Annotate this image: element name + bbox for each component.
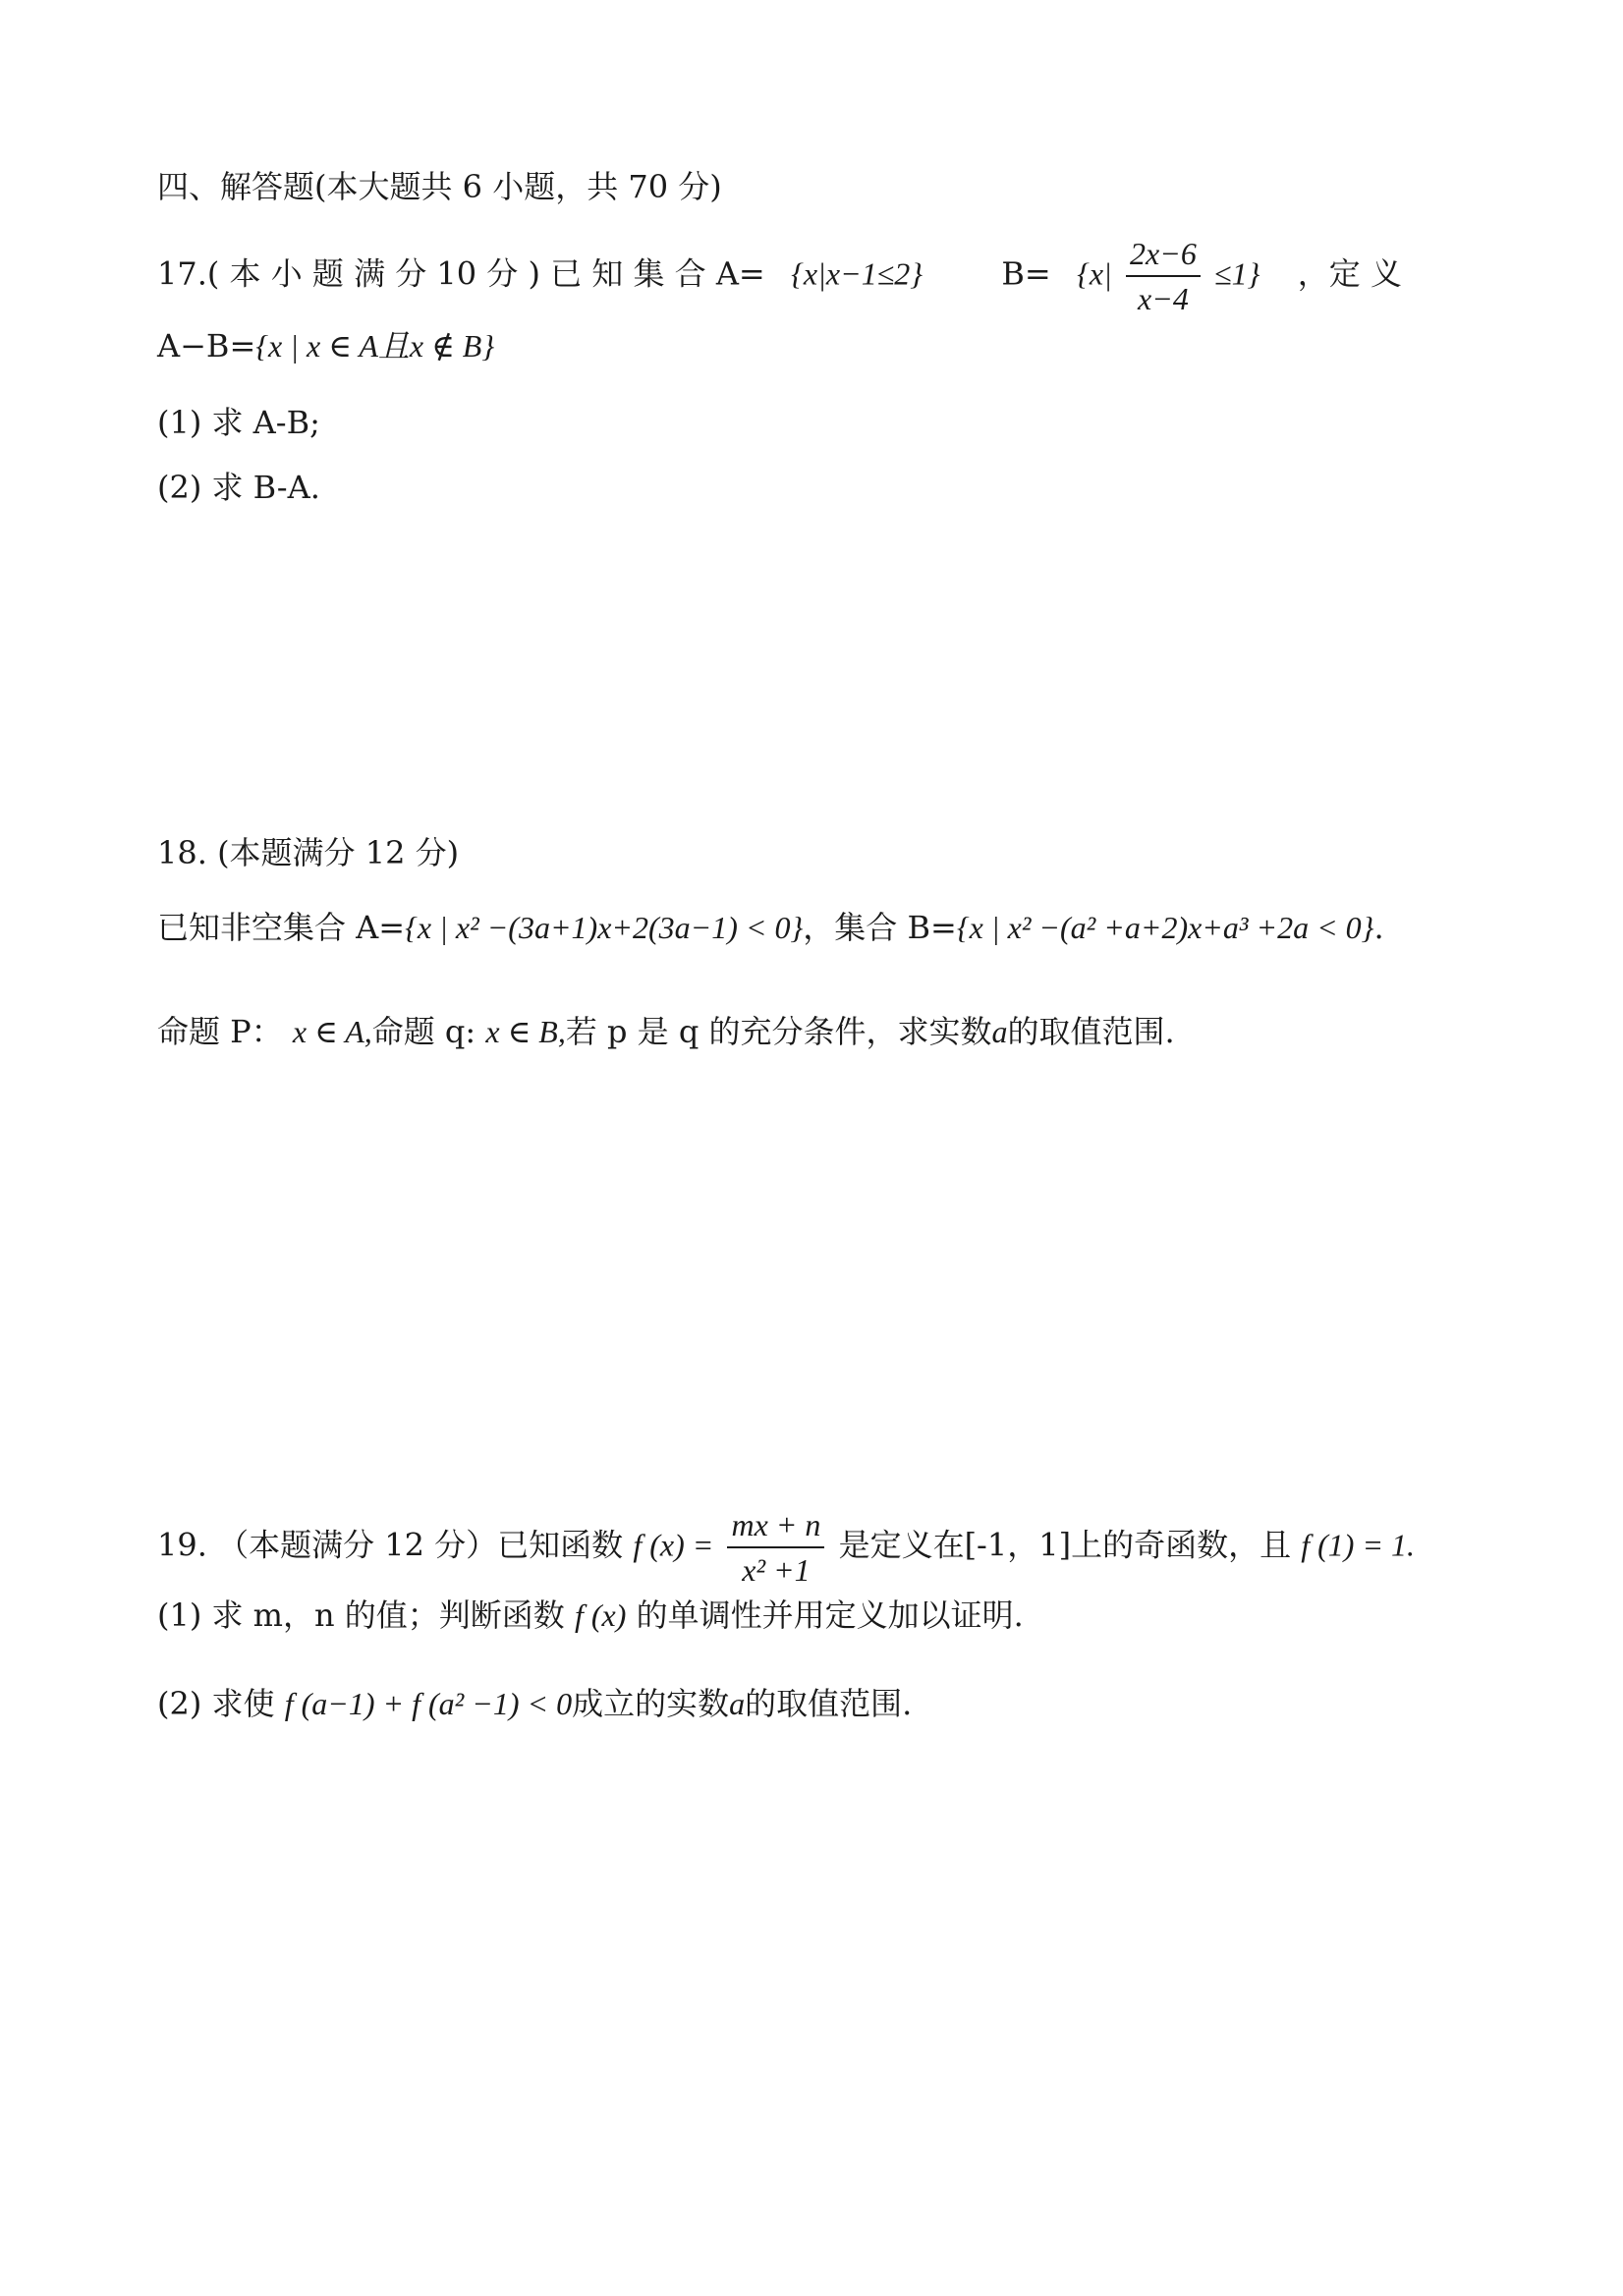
- q18-l1-end: .: [1373, 909, 1384, 946]
- section-title: [157, 167, 722, 206]
- q19-f-fraction: [727, 1503, 824, 1592]
- q17-tail: ，定 义: [1297, 254, 1402, 293]
- q18-var-a: a: [991, 1014, 1008, 1049]
- q19-part1-pre: (1) 求 m，n 的值；判断函数: [157, 1596, 565, 1634]
- q19-part2-expr: f (a−1) + f (a² −1) < 0: [284, 1686, 573, 1721]
- q17-setB-fraction: [1126, 232, 1201, 320]
- q17-line1: [157, 232, 1402, 320]
- q18-line1: [157, 908, 1384, 947]
- q17-def-expr: {x | x ∈ A且x ∉ B}: [255, 328, 495, 364]
- q18-head: [157, 833, 459, 872]
- q18-l2-pre: 命题 P：: [157, 1013, 283, 1050]
- q17-setB-open: {x|: [1077, 255, 1112, 292]
- q18-l1-mid: ，集合 B=: [803, 909, 957, 946]
- q19-part1-post: 的单调性并用定义加以证明.: [636, 1596, 1024, 1634]
- q17-part2: [157, 468, 320, 507]
- q19-f-lhs: f (x) =: [633, 1527, 714, 1563]
- q17-part1: [157, 403, 320, 442]
- q19-part2-mid: 成立的实数: [572, 1685, 730, 1722]
- q19-line1: [157, 1503, 1415, 1592]
- q19-cond: f (1) = 1.: [1301, 1527, 1416, 1563]
- q17-setB-close: ≤1}: [1214, 255, 1260, 292]
- q19-part2: [157, 1684, 912, 1723]
- q18-head-text: 18. (本题满分 12 分): [157, 834, 460, 871]
- q19-mid: 是定义在[-1，1]上的奇函数，且: [838, 1526, 1292, 1564]
- q18-q-expr: x ∈ B,: [485, 1014, 566, 1049]
- q19-f-denominator: x² +1: [742, 1552, 811, 1588]
- q17-part1-text: (1) 求 A-B;: [157, 404, 320, 441]
- q18-p-expr: x ∈ A,: [292, 1014, 372, 1049]
- q17-b-label: B=: [1001, 254, 1051, 293]
- q19-part1: [157, 1596, 1024, 1635]
- q19-part2-post: 的取值范围.: [745, 1685, 913, 1722]
- section-title-text: 四、解答题(本大题共 6 小题，共 70 分): [157, 168, 722, 205]
- q17-setB-denominator: x−4: [1138, 281, 1189, 316]
- q18-line2: [157, 1012, 1175, 1051]
- q19-part2-pre: (2) 求使: [157, 1685, 275, 1722]
- q18-setB: {x | x² −(a² +a+2)x+a³ +2a < 0}: [956, 910, 1374, 945]
- q17-def-label: A−B=: [157, 327, 256, 364]
- q17-setB-numerator: 2x−6: [1126, 232, 1201, 277]
- q19-part2-var: a: [729, 1686, 746, 1721]
- q17-definition: [157, 326, 494, 365]
- q17-head: 17.( 本 小 题 满 分 10 分 ) 已 知 集 合 A=: [157, 254, 765, 293]
- q19-f-numerator: mx + n: [727, 1503, 824, 1548]
- q19-part1-fx: f (x): [574, 1597, 627, 1633]
- q18-setA: {x | x² −(3a+1)x+2(3a−1) < 0}: [405, 910, 804, 945]
- q17-part2-text: (2) 求 B-A.: [157, 469, 320, 506]
- q18-l2-mid: 命题 q:: [371, 1013, 476, 1050]
- q18-l2-end: 的取值范围.: [1007, 1013, 1175, 1050]
- q18-l2-text: 若 p 是 q 的充分条件，求实数: [565, 1013, 992, 1050]
- q18-l1-pre: 已知非空集合 A=: [157, 909, 406, 946]
- q17-setA: {x|x−1≤2}: [791, 255, 923, 292]
- q19-head: 19. （本题满分 12 分）已知函数: [157, 1526, 624, 1564]
